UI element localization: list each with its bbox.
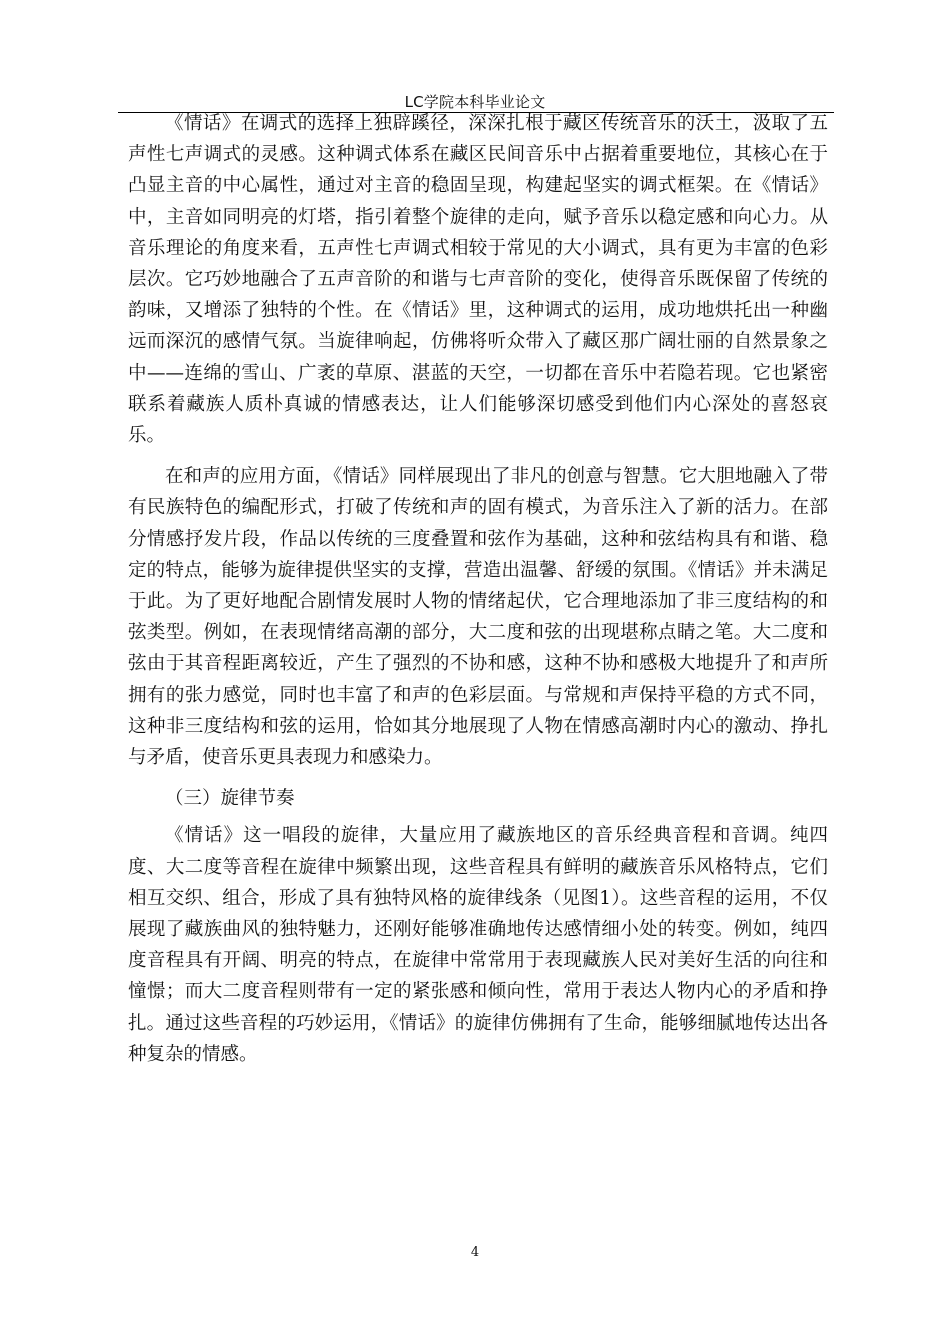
running-header-title: LC学院本科毕业论文 xyxy=(404,93,546,111)
paragraph-mode: 《情话》在调式的选择上独辟蹊径，深深扎根于藏区传统音乐的沃土，汲取了五声性七声调式的灵感。这种调式体系在藏区民间音乐中占据着重要地位，其核心在于凸显主音的中心属性，通过对主音的稳固呈现，构建起坚实的调式框架。在《情话》中，主音如同明亮的灯塔，指引着整个旋律的走向，赋予音乐以稳定感和向心力。从音乐理论的角度来看，五声性七声调式相较于常见的大小调式，具有更为丰富的色彩层次。它巧妙地融合了五声音阶的和谐与七声音阶的变化，使得音乐既保留了传统的韵味，又增添了独特的个性。在《情话》里，这种调式的运用，成功地烘托出一种幽远而深沉的感情气氛。当旋律响起，仿佛将听众带入了藏区那广阔壮丽的自然景象之中——连绵的雪山、广袤的草原、湛蓝的天空，一切都在音乐中若隐若现。它也紧密联系着藏族人质朴真诚的情感表达，让人们能够深切感受到他们内心深处的喜怒哀乐。 xyxy=(128,113,828,447)
paragraph-harmony: 在和声的应用方面，《情话》同样展现出了非凡的创意与智慧。它大胆地融入了带有民族特色的编配形式，打破了传统和声的固有模式，为音乐注入了新的活力。在部分情感抒发片段，作品以传统的三度叠置和弦作为基础，这种和弦结构具有和谐、稳定的特点，能够为旋律提供坚实的支撑，营造出温馨、舒缓的氛围。《情话》并未满足于此。为了更好地配合剧情发展时人物的情绪起伏，它合理地添加了非三度结构的和弦类型。例如，在表现情绪高潮的部分，大二度和弦的出现堪称点睛之笔。大二度和弦由于其音程距离较近，产生了强烈的不协和感，这种不协和感极大地提升了和声所拥有的张力感觉，同时也丰富了和声的色彩层面。与常规和声保持平稳的方式不同，这种非三度结构和弦的运用，恰如其分地展现了人物在情感高潮时内心的激动、挣扎与矛盾，使音乐更具表现力和感染力。 xyxy=(128,466,828,769)
body-text xyxy=(128,108,828,1080)
page-number: 4 xyxy=(470,1245,480,1260)
section-heading: （三）旋律节奏 xyxy=(165,788,295,810)
paragraph-melody: 《情话》这一唱段的旋律，大量应用了藏族地区的音乐经典音程和音调。纯四度、大二度等音程在旋律中频繁出现，这些音程具有鲜明的藏族音乐风格特点，它们相互交织、组合，形成了具有独特风格的旋律线条（见图1）。这些音程的运用，不仅展现了藏族曲风的独特魅力，还刚好能够准确地传达感情细小处的转变。例如，纯四度音程具有开阔、明亮的特点，在旋律中常常用于表现藏族人民对美好生活的向往和憧憬；而大二度音程则带有一定的紧张感和倾向性，常用于表达人物内心的矛盾和挣扎。通过这些音程的巧妙运用，《情话》的旋律仿佛拥有了生命，能够细腻地传达出各种复杂的情感。 xyxy=(128,825,828,1065)
